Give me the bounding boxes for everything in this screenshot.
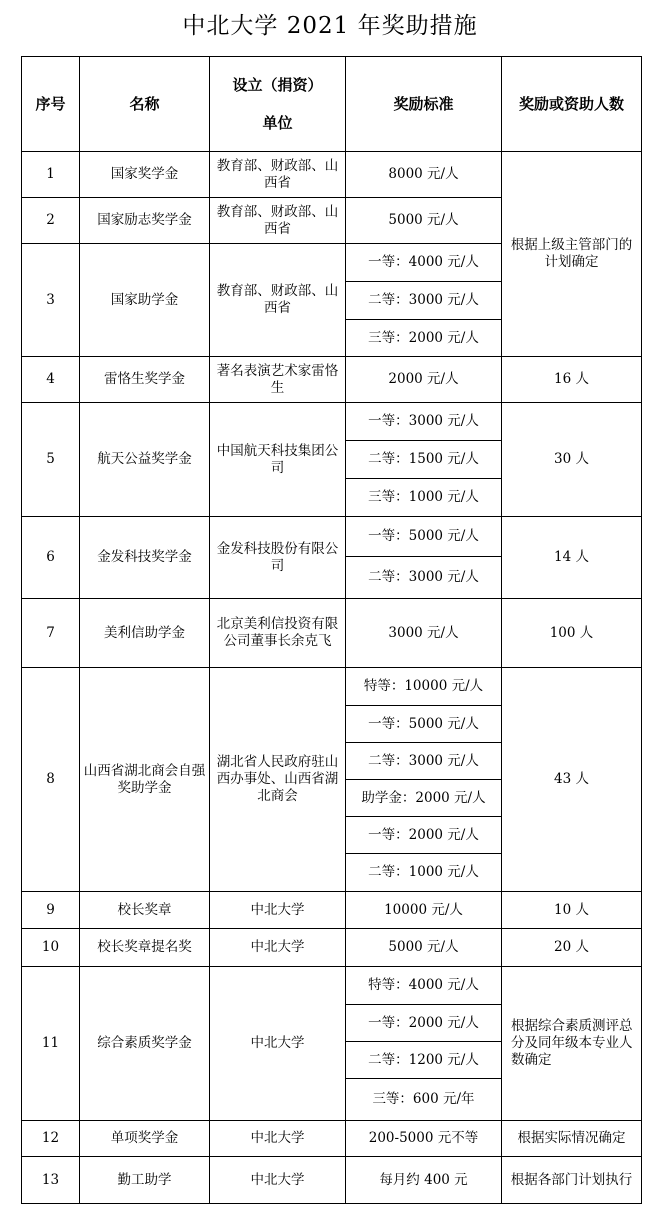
row-seq: 7 — [22, 599, 80, 668]
row-seq: 11 — [22, 967, 80, 1121]
row-name: 校长奖章提名奖 — [80, 929, 210, 967]
row-count-merged: 根据上级主管部门的计划确定 — [502, 152, 642, 357]
row-name: 国家奖学金 — [80, 152, 210, 198]
row-name: 勤工助学 — [80, 1157, 210, 1204]
table-row — [22, 668, 642, 706]
header-standard: 奖励标准 — [346, 57, 502, 152]
row-standard: 一等：5000 元/人 — [346, 706, 502, 743]
row-unit: 中国航天科技集团公司 — [210, 403, 346, 517]
row-standard: 每月约 400 元 — [346, 1157, 502, 1204]
row-name: 山西省湖北商会自强奖助学金 — [80, 668, 210, 892]
row-standard: 三等：1000 元/人 — [346, 479, 502, 517]
row-unit: 湖北省人民政府驻山西办事处、山西省湖北商会 — [210, 668, 346, 892]
row-count: 30 人 — [502, 403, 642, 517]
row-count: 16 人 — [502, 357, 642, 403]
row-standard: 一等：4000 元/人 — [346, 244, 502, 282]
table-row — [22, 892, 642, 929]
row-count: 根据综合素质测评总分及同年级本专业人数确定 — [502, 967, 642, 1121]
row-unit: 教育部、财政部、山西省 — [210, 244, 346, 357]
row-unit: 教育部、财政部、山西省 — [210, 198, 346, 244]
row-standard: 一等：2000 元/人 — [346, 1005, 502, 1042]
row-standard: 一等：2000 元/人 — [346, 817, 502, 854]
row-standard: 二等：1000 元/人 — [346, 854, 502, 892]
row-seq: 8 — [22, 668, 80, 892]
row-count: 14 人 — [502, 517, 642, 599]
table-row — [22, 967, 642, 1005]
row-unit: 教育部、财政部、山西省 — [210, 152, 346, 198]
row-seq: 9 — [22, 892, 80, 929]
row-count: 10 人 — [502, 892, 642, 929]
row-standard: 特等：4000 元/人 — [346, 967, 502, 1005]
page-title: 中北大学 2021 年奖助措施 — [182, 13, 478, 39]
header-row — [22, 57, 642, 152]
row-seq: 3 — [22, 244, 80, 357]
table-row — [22, 1157, 642, 1204]
row-standard: 助学金：2000 元/人 — [346, 780, 502, 817]
row-name: 单项奖学金 — [80, 1121, 210, 1157]
table-row — [22, 929, 642, 967]
row-unit: 中北大学 — [210, 1157, 346, 1204]
row-name: 综合素质奖学金 — [80, 967, 210, 1121]
row-name: 金发科技奖学金 — [80, 517, 210, 599]
row-unit: 金发科技股份有限公司 — [210, 517, 346, 599]
row-seq: 13 — [22, 1157, 80, 1204]
header-unit-line2: 单位 — [262, 114, 293, 132]
row-seq: 1 — [22, 152, 80, 198]
row-standard: 200-5000 元不等 — [346, 1121, 502, 1157]
row-count: 根据各部门计划执行 — [502, 1157, 642, 1204]
row-standard: 二等：3000 元/人 — [346, 282, 502, 320]
row-standard: 3000 元/人 — [346, 599, 502, 668]
row-seq: 4 — [22, 357, 80, 403]
table-row — [22, 599, 642, 668]
row-name: 美利信助学金 — [80, 599, 210, 668]
row-standard: 二等：3000 元/人 — [346, 743, 502, 780]
row-standard: 一等：5000 元/人 — [346, 517, 502, 557]
header-name: 名称 — [80, 57, 210, 152]
table-row — [22, 1121, 642, 1157]
row-name: 校长奖章 — [80, 892, 210, 929]
row-name: 国家助学金 — [80, 244, 210, 357]
row-standard: 三等：600 元/年 — [346, 1079, 502, 1121]
row-seq: 10 — [22, 929, 80, 967]
row-name: 雷恪生奖学金 — [80, 357, 210, 403]
header-count: 奖励或资助人数 — [502, 57, 642, 152]
table-row — [22, 403, 642, 441]
awards-table — [21, 56, 642, 1204]
row-unit: 中北大学 — [210, 1121, 346, 1157]
row-unit: 北京美利信投资有限公司董事长余克飞 — [210, 599, 346, 668]
header-unit-line1: 设立（捐资） — [232, 76, 323, 94]
header-seq: 序号 — [22, 57, 80, 152]
row-unit: 中北大学 — [210, 967, 346, 1121]
row-count: 43 人 — [502, 668, 642, 892]
row-standard: 特等：10000 元/人 — [346, 668, 502, 706]
row-seq: 12 — [22, 1121, 80, 1157]
row-standard: 5000 元/人 — [346, 198, 502, 244]
table-row — [22, 357, 642, 403]
row-standard: 三等：2000 元/人 — [346, 320, 502, 357]
row-standard: 2000 元/人 — [346, 357, 502, 403]
row-count: 根据实际情况确定 — [502, 1121, 642, 1157]
row-name: 国家励志奖学金 — [80, 198, 210, 244]
row-seq: 6 — [22, 517, 80, 599]
row-standard: 二等：1500 元/人 — [346, 441, 502, 479]
row-unit: 中北大学 — [210, 892, 346, 929]
row-unit: 中北大学 — [210, 929, 346, 967]
row-seq: 5 — [22, 403, 80, 517]
row-count: 100 人 — [502, 599, 642, 668]
row-name: 航天公益奖学金 — [80, 403, 210, 517]
row-standard: 10000 元/人 — [346, 892, 502, 929]
row-count: 20 人 — [502, 929, 642, 967]
header-unit — [210, 57, 346, 152]
row-standard: 二等：3000 元/人 — [346, 557, 502, 599]
row-standard: 二等：1200 元/人 — [346, 1042, 502, 1079]
row-standard: 8000 元/人 — [346, 152, 502, 198]
row-seq: 2 — [22, 198, 80, 244]
row-standard: 5000 元/人 — [346, 929, 502, 967]
table-row — [22, 517, 642, 557]
row-unit: 著名表演艺术家雷恪生 — [210, 357, 346, 403]
table-row — [22, 152, 642, 198]
row-standard: 一等：3000 元/人 — [346, 403, 502, 441]
